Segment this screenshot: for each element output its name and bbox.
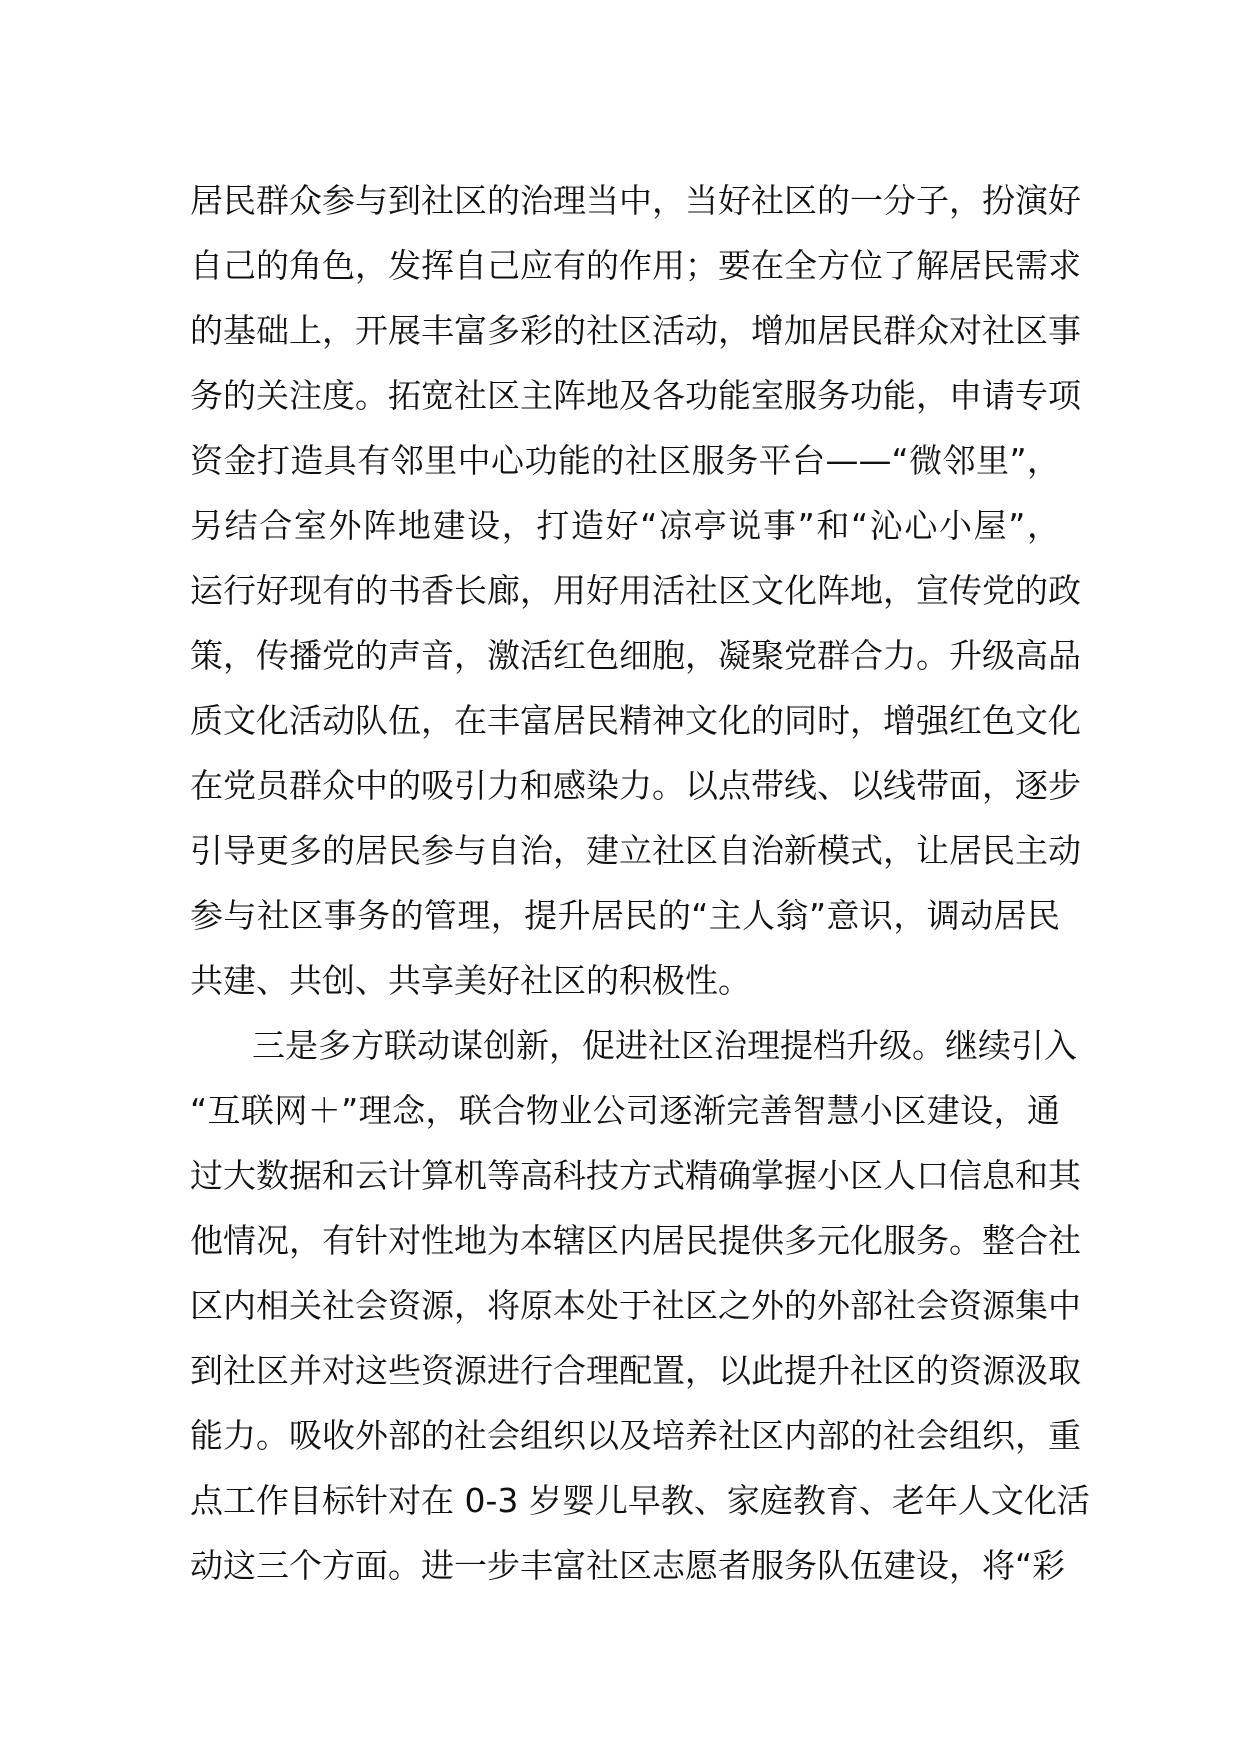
text-line: 居民群众参与到社区的治理当中，当好社区的一分子，扮演好	[190, 181, 1081, 220]
document-body	[190, 168, 1090, 1598]
paragraph-2	[190, 1013, 1090, 1598]
text-line: 动这三个方面。进一步丰富社区志愿者服务队伍建设，将“彩	[190, 1546, 1066, 1585]
text-line: 资金打造具有邻里中心功能的社区服务平台——“微邻里”，	[190, 441, 1060, 480]
text-line: 区内相关社会资源，将原本处于社区之外的外部社会资源集中	[190, 1286, 1081, 1325]
text-line: 共建、共创、共享美好社区的积极性。	[190, 961, 751, 1000]
text-line: 他情况，有针对性地为本辖区内居民提供多元化服务。整合社	[190, 1221, 1081, 1260]
paragraph-1	[190, 168, 1081, 1013]
text-line: 参与社区事务的管理，提升居民的“主人翁”意识，调动居民	[190, 896, 1060, 935]
text-line: 质文化活动队伍，在丰富居民精神文化的同时，增强红色文化	[190, 701, 1081, 740]
text-line: 过大数据和云计算机等高科技方式精确掌握小区人口信息和其	[190, 1156, 1081, 1195]
text-line: 点工作目标针对在 0-3 岁婴儿早教、家庭教育、老年人文化活	[190, 1481, 1090, 1520]
text-line: 另结合室外阵地建设，打造好“凉亭说事”和“沁心小屋”，	[190, 506, 1060, 545]
text-line: 务的关注度。拓宽社区主阵地及各功能室服务功能，申请专项	[190, 376, 1081, 415]
text-line: 自己的角色，发挥自己应有的作用；要在全方位了解居民需求	[190, 246, 1081, 285]
text-line: 引导更多的居民参与自治，建立社区自治新模式，让居民主动	[190, 831, 1081, 870]
text-line: “互联网＋”理念，联合物业公司逐渐完善智慧小区建设，通	[190, 1091, 1060, 1130]
text-line: 能力。吸收外部的社会组织以及培养社区内部的社会组织，重	[190, 1416, 1081, 1455]
text-line: 在党员群众中的吸引力和感染力。以点带线、以线带面，逐步	[190, 766, 1081, 805]
text-line: 运行好现有的书香长廊，用好用活社区文化阵地，宣传党的政	[190, 571, 1081, 610]
text-line: 三是多方联动谋创新，促进社区治理提档升级。继续引入	[252, 1026, 1077, 1065]
text-line: 到社区并对这些资源进行合理配置，以此提升社区的资源汲取	[190, 1351, 1081, 1390]
text-line: 策，传播党的声音，激活红色细胞，凝聚党群合力。升级高品	[190, 636, 1081, 675]
text-line: 的基础上，开展丰富多彩的社区活动，增加居民群众对社区事	[190, 311, 1081, 350]
